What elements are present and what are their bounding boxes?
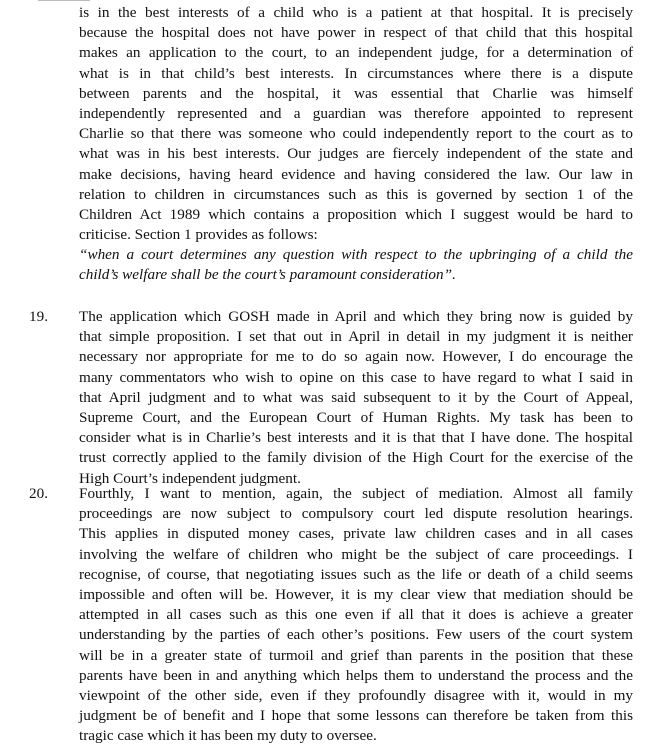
text-line: recognise, of course, that negotiating issues such as the life or death of a child seems bbox=[79, 565, 633, 583]
paragraph-number-20: 20. bbox=[29, 485, 48, 502]
text-line: Supreme Court, and the European Court of Human Rights. My task has been to bbox=[79, 408, 633, 426]
text-line: necessary nor appropriate for me to do so again now. However, I do encourage the bbox=[79, 348, 633, 366]
text-line: many commentators who wish to opine on this case to have regard to what I said in bbox=[79, 368, 633, 386]
text-line: is in the best interests of a child who is a patient at that hospital. It is precisely bbox=[79, 4, 633, 21]
text-line: that simple proposition. I set that out in April in detail in my judgment it is neither bbox=[79, 328, 633, 346]
text-line: attempted in all cases such as this one even if all that it does is achieve a greater bbox=[79, 606, 633, 624]
text-line: makes an application to the court, to an independent judge, for a determination of bbox=[79, 44, 633, 62]
text-line: High Court’s independent judgment. bbox=[79, 469, 301, 487]
paragraph-20 bbox=[79, 484, 633, 746]
paragraph-18-continued bbox=[79, 3, 633, 286]
text-line: make decisions, having heard evidence and having considered the law. Our law in bbox=[79, 165, 633, 183]
text-line: The application which GOSH made in April and which they bring now is guided by bbox=[79, 308, 633, 325]
paragraph-number-19: 19. bbox=[29, 308, 48, 325]
text-line: Fourthly, I want to mention, again, the subject of mediation. Almost all family bbox=[79, 485, 633, 502]
text-line: impossible and often will be. However, it is my clear view that mediation should be bbox=[79, 585, 633, 603]
text-line: proceedings are now subject to compulsory court led dispute resolution hearings. bbox=[79, 505, 633, 523]
text-line: independently represented and a guardian was therefore appointed to represent bbox=[79, 104, 633, 122]
text-line: trust correctly applied to the family division of the High Court for the exercise of the bbox=[79, 449, 633, 467]
text-line: that April judgment and to what was said subsequent to it by the Court of Appeal, bbox=[79, 388, 633, 406]
text-line: Children Act 1989 which contains a proposition which I suggest would be hard to bbox=[79, 205, 633, 223]
text-line: because the hospital does not have power in respect of that child that this hospital bbox=[79, 24, 633, 42]
text-line: relation to children in circumstances such as this is governed by section 1 of the bbox=[79, 185, 633, 203]
text-line: involving the welfare of children who might be the subject of care proceedings. I bbox=[79, 545, 633, 563]
text-line: understanding by the parties of each other’s positions. Few users of the court system bbox=[79, 626, 633, 644]
text-line: tragic case which it has been my duty to oversee. bbox=[79, 727, 377, 745]
text-line: This applies in disputed money cases, private law children cases and in all cases bbox=[79, 525, 633, 543]
statute-quote-line: “when a court determines any question with respect to the upbringing of a child the bbox=[79, 246, 633, 264]
statute-quote-line: child’s welfare shall be the court’s paramount consideration”. bbox=[79, 266, 456, 284]
text-line: Charlie so that there was someone who could independently report to the court as to bbox=[79, 125, 633, 143]
text-line: consider what is in Charlie’s best interests and it is that that I have done. The hospital bbox=[79, 429, 633, 447]
text-line: what is in that child’s best interests. In circumstances where there is a dispute bbox=[79, 64, 633, 82]
text-line: between parents and the hospital, it was essential that Charlie was himself bbox=[79, 84, 633, 102]
text-line: judgment be of benefit and I hope that some lessons can therefore be taken from this bbox=[79, 707, 633, 725]
header-rule bbox=[38, 0, 90, 1]
text-line: viewpoint of the other side, even if they profoundly disagree with it, would in my bbox=[79, 686, 633, 704]
paragraph-19 bbox=[79, 307, 633, 489]
text-line: criticise. Section 1 provides as follows: bbox=[79, 226, 318, 244]
text-line: will be in a greater state of turmoil and grief than parents in the position that these bbox=[79, 646, 633, 664]
text-line: parents have been in and anything which helps them to understand the process and the bbox=[79, 666, 633, 684]
text-line: what was in his best interests. Our judges are fiercely independent of the state and bbox=[79, 145, 633, 163]
